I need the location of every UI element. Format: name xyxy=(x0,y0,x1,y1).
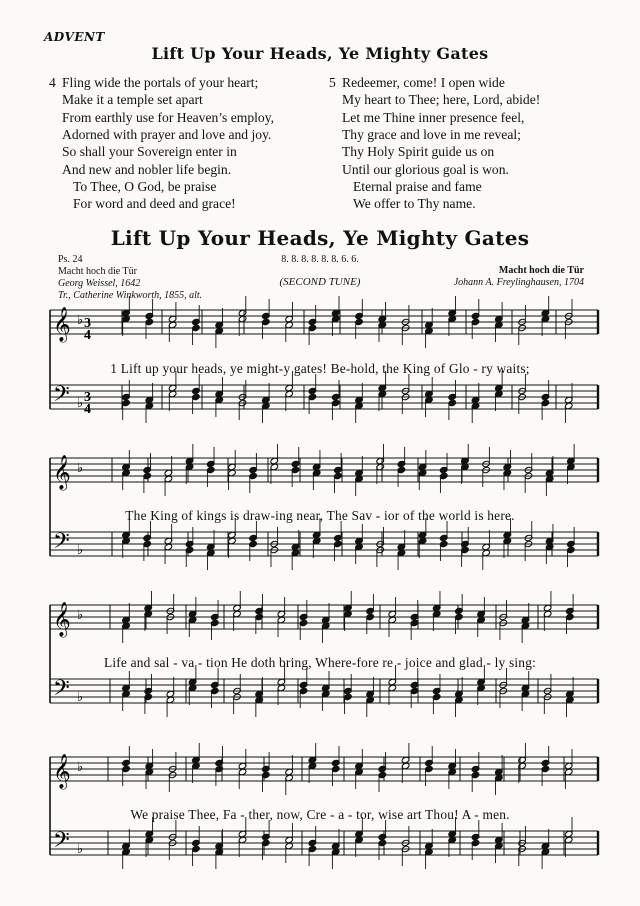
bass-clef-icon: 𝄢 xyxy=(53,382,70,412)
translator-credit: Tr., Catherine Winkworth, 1855, alt. xyxy=(58,290,203,301)
flat-icon: ♭ xyxy=(77,396,84,411)
stanza-line: Eternal praise and fame xyxy=(353,178,482,194)
composer-credit: Johann A. Freylinghausen, 1704 xyxy=(453,277,584,288)
flat-icon: ♭ xyxy=(77,760,84,775)
stanza-line: Fling wide the portals of your heart; xyxy=(62,75,259,90)
stanza-line: To Thee, O God, be praise xyxy=(73,178,217,194)
lyric-line-2: The King of kings is draw-ing near, The Sav - ior of the world is here. xyxy=(125,508,515,523)
stanza-line: Let me Thine inner presence feel, xyxy=(342,109,525,125)
stanza-line: We offer to Thy name. xyxy=(353,196,476,212)
treble-clef-icon: 𝄞 xyxy=(53,602,71,637)
stanza-line: Redeemer, come! I open wide xyxy=(342,75,505,90)
time-sig-top-bass: 3 xyxy=(84,390,91,405)
author-credit: Georg Weissel, 1642 xyxy=(58,278,141,289)
bass-clef-icon: 𝄢 xyxy=(53,529,70,559)
stanza-number: 4 xyxy=(49,75,56,90)
treble-clef-icon: 𝄞 xyxy=(53,307,71,342)
lyric-line-4: We praise Thee, Fa - ther, now, Cre - a - tor, wise art Thou! A - men. xyxy=(130,807,510,822)
tune-label: (SECOND TUNE) xyxy=(279,276,361,288)
tune-name: Macht hoch die Tür xyxy=(498,265,584,276)
stanza-line: Adorned with prayer and love and joy. xyxy=(62,126,272,142)
flat-icon: ♭ xyxy=(77,313,84,328)
music-title: Lift Up Your Heads, Ye Mighty Gates xyxy=(110,226,530,250)
stanza-line: Make it a temple set apart xyxy=(62,92,203,108)
bass-clef-icon: 𝄢 xyxy=(53,676,70,706)
bass-clef-icon: 𝄢 xyxy=(53,828,70,858)
flat-icon: ♭ xyxy=(77,543,84,558)
stanza-line: Thy Holy Spirit guide us on xyxy=(342,144,495,160)
stanza-line: Until our glorious goal is won. xyxy=(342,161,509,177)
treble-clef-icon: 𝄞 xyxy=(53,455,71,490)
stanza-line: My heart to Thee; here, Lord, abide! xyxy=(342,92,541,108)
lyric-line-3: Life and sal - va - tion He doth bring, Where-fore re - joice and glad - ly sing: xyxy=(103,655,537,670)
flat-icon: ♭ xyxy=(77,842,84,857)
flat-icon: ♭ xyxy=(77,461,84,476)
treble-clef-icon: 𝄞 xyxy=(53,754,71,789)
stanza-number: 5 xyxy=(329,75,336,90)
section-heading: ADVENT xyxy=(44,30,105,44)
stanza-line: For word and deed and grace! xyxy=(73,196,236,212)
lyric-line-1: 1 Lift up your heads, ye might-y gates! Be-hold, the King of Glo - ry waits; xyxy=(110,361,530,376)
stanza-line: From earthly use for Heaven’s employ, xyxy=(62,109,275,125)
time-sig-bottom-bass: 4 xyxy=(84,402,91,417)
hymn-title: Lift Up Your Heads, Ye Mighty Gates xyxy=(151,44,489,63)
stanza-line: Thy grace and love in me reveal; xyxy=(342,126,521,142)
original-title: Macht hoch die Tür xyxy=(58,266,137,277)
psalm-reference: Ps. 24 xyxy=(58,254,83,265)
flat-icon: ♭ xyxy=(77,608,84,623)
stanza-line: So shall your Sovereign enter in xyxy=(62,144,237,160)
time-sig-bottom: 4 xyxy=(84,328,91,343)
flat-icon: ♭ xyxy=(77,690,84,705)
stanza-line: And new and nobler life begin. xyxy=(62,161,232,177)
meter: 8. 8. 8. 8. 8. 8. 6. 6. xyxy=(281,254,359,265)
time-sig-top: 3 xyxy=(84,316,91,331)
